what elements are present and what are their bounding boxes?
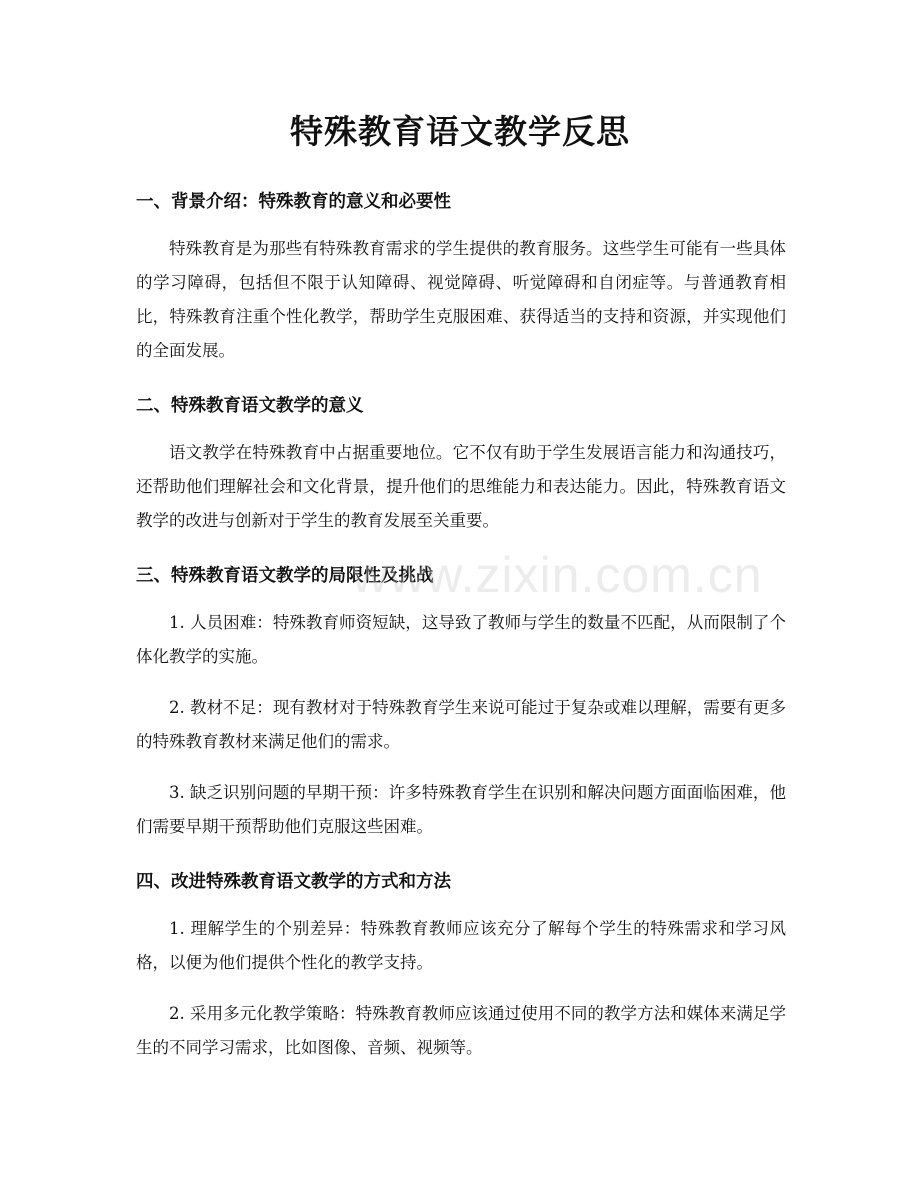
list-paragraph: 1. 理解学生的个别差异：特殊教育教师应该充分了解每个学生的特殊需求和学习风格，以便为他们提供个性化的教学支持。 [136, 919, 786, 972]
list-paragraph: 2. 教材不足：现有教材对于特殊教育学生来说可能过于复杂或难以理解，需要有更多的特殊教育教材来满足他们的需求。 [136, 698, 786, 751]
section-heading: 四、改进特殊教育语文教学的方式和方法 [136, 872, 451, 892]
section-improvements [136, 866, 786, 1065]
watermark: www.zixin.com.cn [352, 547, 763, 603]
section-heading: 三、特殊教育语文教学的局限性及挑战 [136, 566, 434, 586]
section-heading: 一、背景介绍：特殊教育的意义和必要性 [136, 192, 451, 212]
section-significance [136, 390, 786, 538]
section-heading: 二、特殊教育语文教学的意义 [136, 396, 364, 416]
list-paragraph: 3. 缺乏识别问题的早期干预：许多特殊教育学生在识别和解决问题方面面临困难，他们需要早期干预帮助他们克服这些困难。 [136, 783, 786, 836]
section-background [136, 186, 786, 368]
list-paragraph: 2. 采用多元化教学策略：特殊教育教师应该通过使用不同的教学方法和媒体来满足学生的不同学习需求，比如图像、音频、视频等。 [136, 1004, 786, 1057]
paragraph: 语文教学在特殊教育中占据重要地位。它不仅有助于学生发展语言能力和沟通技巧，还帮助他们理解社会和文化背景，提升他们的思维能力和表达能力。因此，特殊教育语文教学的改进与创新对于学生的教育发展至关重要。 [136, 443, 786, 530]
document-title: 特殊教育语文教学反思 [290, 112, 630, 151]
list-paragraph: 1. 人员困难：特殊教育师资短缺，这导致了教师与学生的数量不匹配，从而限制了个体化教学的实施。 [136, 613, 786, 666]
paragraph: 特殊教育是为那些有特殊教育需求的学生提供的教育服务。这些学生可能有一些具体的学习障碍，包括但不限于认知障碍、视觉障碍、听觉障碍和自闭症等。与普通教育相比，特殊教育注重个性化教学，帮助学生克服困难、获得适当的支持和资源，并实现他们的全面发展。 [136, 239, 786, 360]
document-body [136, 186, 786, 1082]
